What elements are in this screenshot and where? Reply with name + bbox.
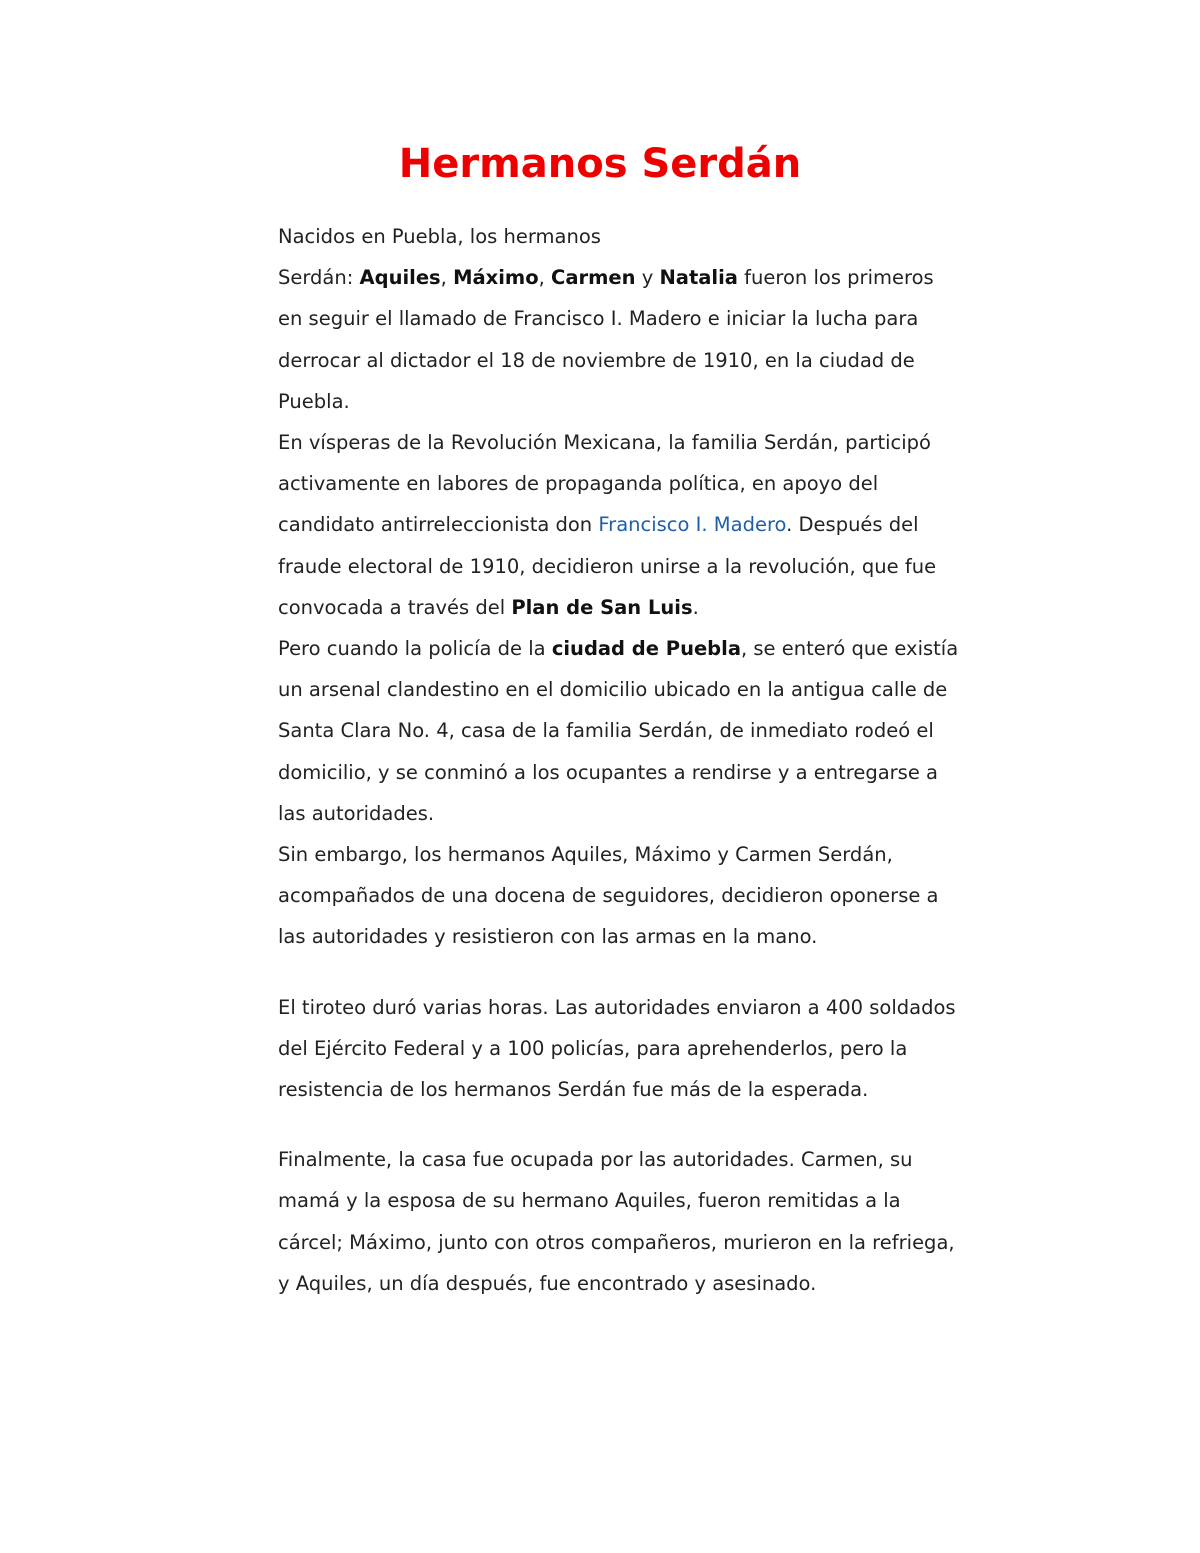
plan-san-luis: Plan de San Luis	[511, 595, 693, 619]
text-line: cárcel; Máximo, junto con otros compañeros, murieron en la refriega,	[278, 1230, 955, 1254]
text-line	[278, 628, 1058, 669]
text-run: . Después del	[786, 513, 919, 537]
madero-link[interactable]: Francisco I. Madero	[598, 513, 787, 537]
name-maximo: Máximo	[453, 266, 539, 290]
text-line: en seguir el llamado de Francisco I. Madero e iniciar la lucha para	[278, 307, 919, 331]
document-title: Hermanos Serdán	[398, 141, 802, 187]
paragraph-propaganda	[278, 422, 1058, 628]
paragraph-outcome	[278, 1139, 1058, 1304]
text-run: , se enteró que existía	[740, 637, 959, 661]
text-line: Sin embargo, los hermanos Aquiles, Máximo y Carmen Serdán,	[278, 843, 893, 867]
text-line	[278, 587, 1058, 628]
text-line	[278, 257, 1058, 298]
text-line: Puebla.	[278, 389, 350, 413]
text-line: un arsenal clandestino en el domicilio ubicado en la antigua calle de	[278, 678, 948, 702]
text-line: El tiroteo duró varias horas. Las autoridades enviaron a 400 soldados	[278, 995, 956, 1019]
text-run: y	[635, 266, 660, 290]
paragraph-gap	[278, 1110, 1058, 1139]
document-body	[278, 216, 1058, 1304]
text-line: domicilio, y se conminó a los ocupantes a rendirse y a entregarse a	[278, 760, 938, 784]
text-line	[278, 504, 1058, 545]
name-natalia: Natalia	[659, 266, 738, 290]
text-line: fraude electoral de 1910, decidieron unirse a la revolución, que fue	[278, 554, 937, 578]
text-line: Nacidos en Puebla, los hermanos	[278, 225, 601, 248]
text-run: .	[692, 595, 699, 619]
text-line: derrocar al dictador el 18 de noviembre de 1910, en la ciudad de	[278, 348, 915, 372]
text-run: Serdán:	[278, 266, 360, 290]
text-line: las autoridades y resistieron con las armas en la mano.	[278, 925, 818, 949]
paragraph-resistance	[278, 834, 1058, 958]
name-aquiles: Aquiles	[359, 266, 441, 290]
text-line: resistencia de los hermanos Serdán fue más de la esperada.	[278, 1078, 869, 1102]
paragraph-origin	[278, 216, 1058, 422]
text-run: convocada a través del	[278, 595, 512, 619]
paragraph-gap	[278, 958, 1058, 987]
text-line: las autoridades.	[278, 801, 435, 825]
text-run: ,	[538, 266, 552, 290]
name-carmen: Carmen	[551, 266, 636, 290]
paragraph-shootout	[278, 987, 1058, 1111]
text-line: mamá y la esposa de su hermano Aquiles, fueron remitidas a la	[278, 1189, 901, 1213]
text-run: Pero cuando la policía de la	[278, 637, 552, 661]
text-line: acompañados de una docena de seguidores, decidieron oponerse a	[278, 884, 939, 908]
text-run: candidato antirreleccionista don	[278, 513, 599, 537]
text-line: Santa Clara No. 4, casa de la familia Serdán, de inmediato rodeó el	[278, 719, 934, 743]
text-line: Finalmente, la casa fue ocupada por las autoridades. Carmen, su	[278, 1148, 913, 1172]
ciudad-de-puebla: ciudad de Puebla	[551, 637, 741, 661]
text-line: y Aquiles, un día después, fue encontrado y asesinado.	[278, 1271, 817, 1295]
text-run: ,	[440, 266, 454, 290]
text-line: En vísperas de la Revolución Mexicana, la familia Serdán, participó	[278, 431, 931, 455]
text-run: fueron los primeros	[737, 266, 934, 290]
text-line: del Ejército Federal y a 100 policías, para aprehenderlos, pero la	[278, 1036, 908, 1060]
text-line: activamente en labores de propaganda política, en apoyo del	[278, 472, 879, 496]
paragraph-arsenal	[278, 628, 1058, 834]
